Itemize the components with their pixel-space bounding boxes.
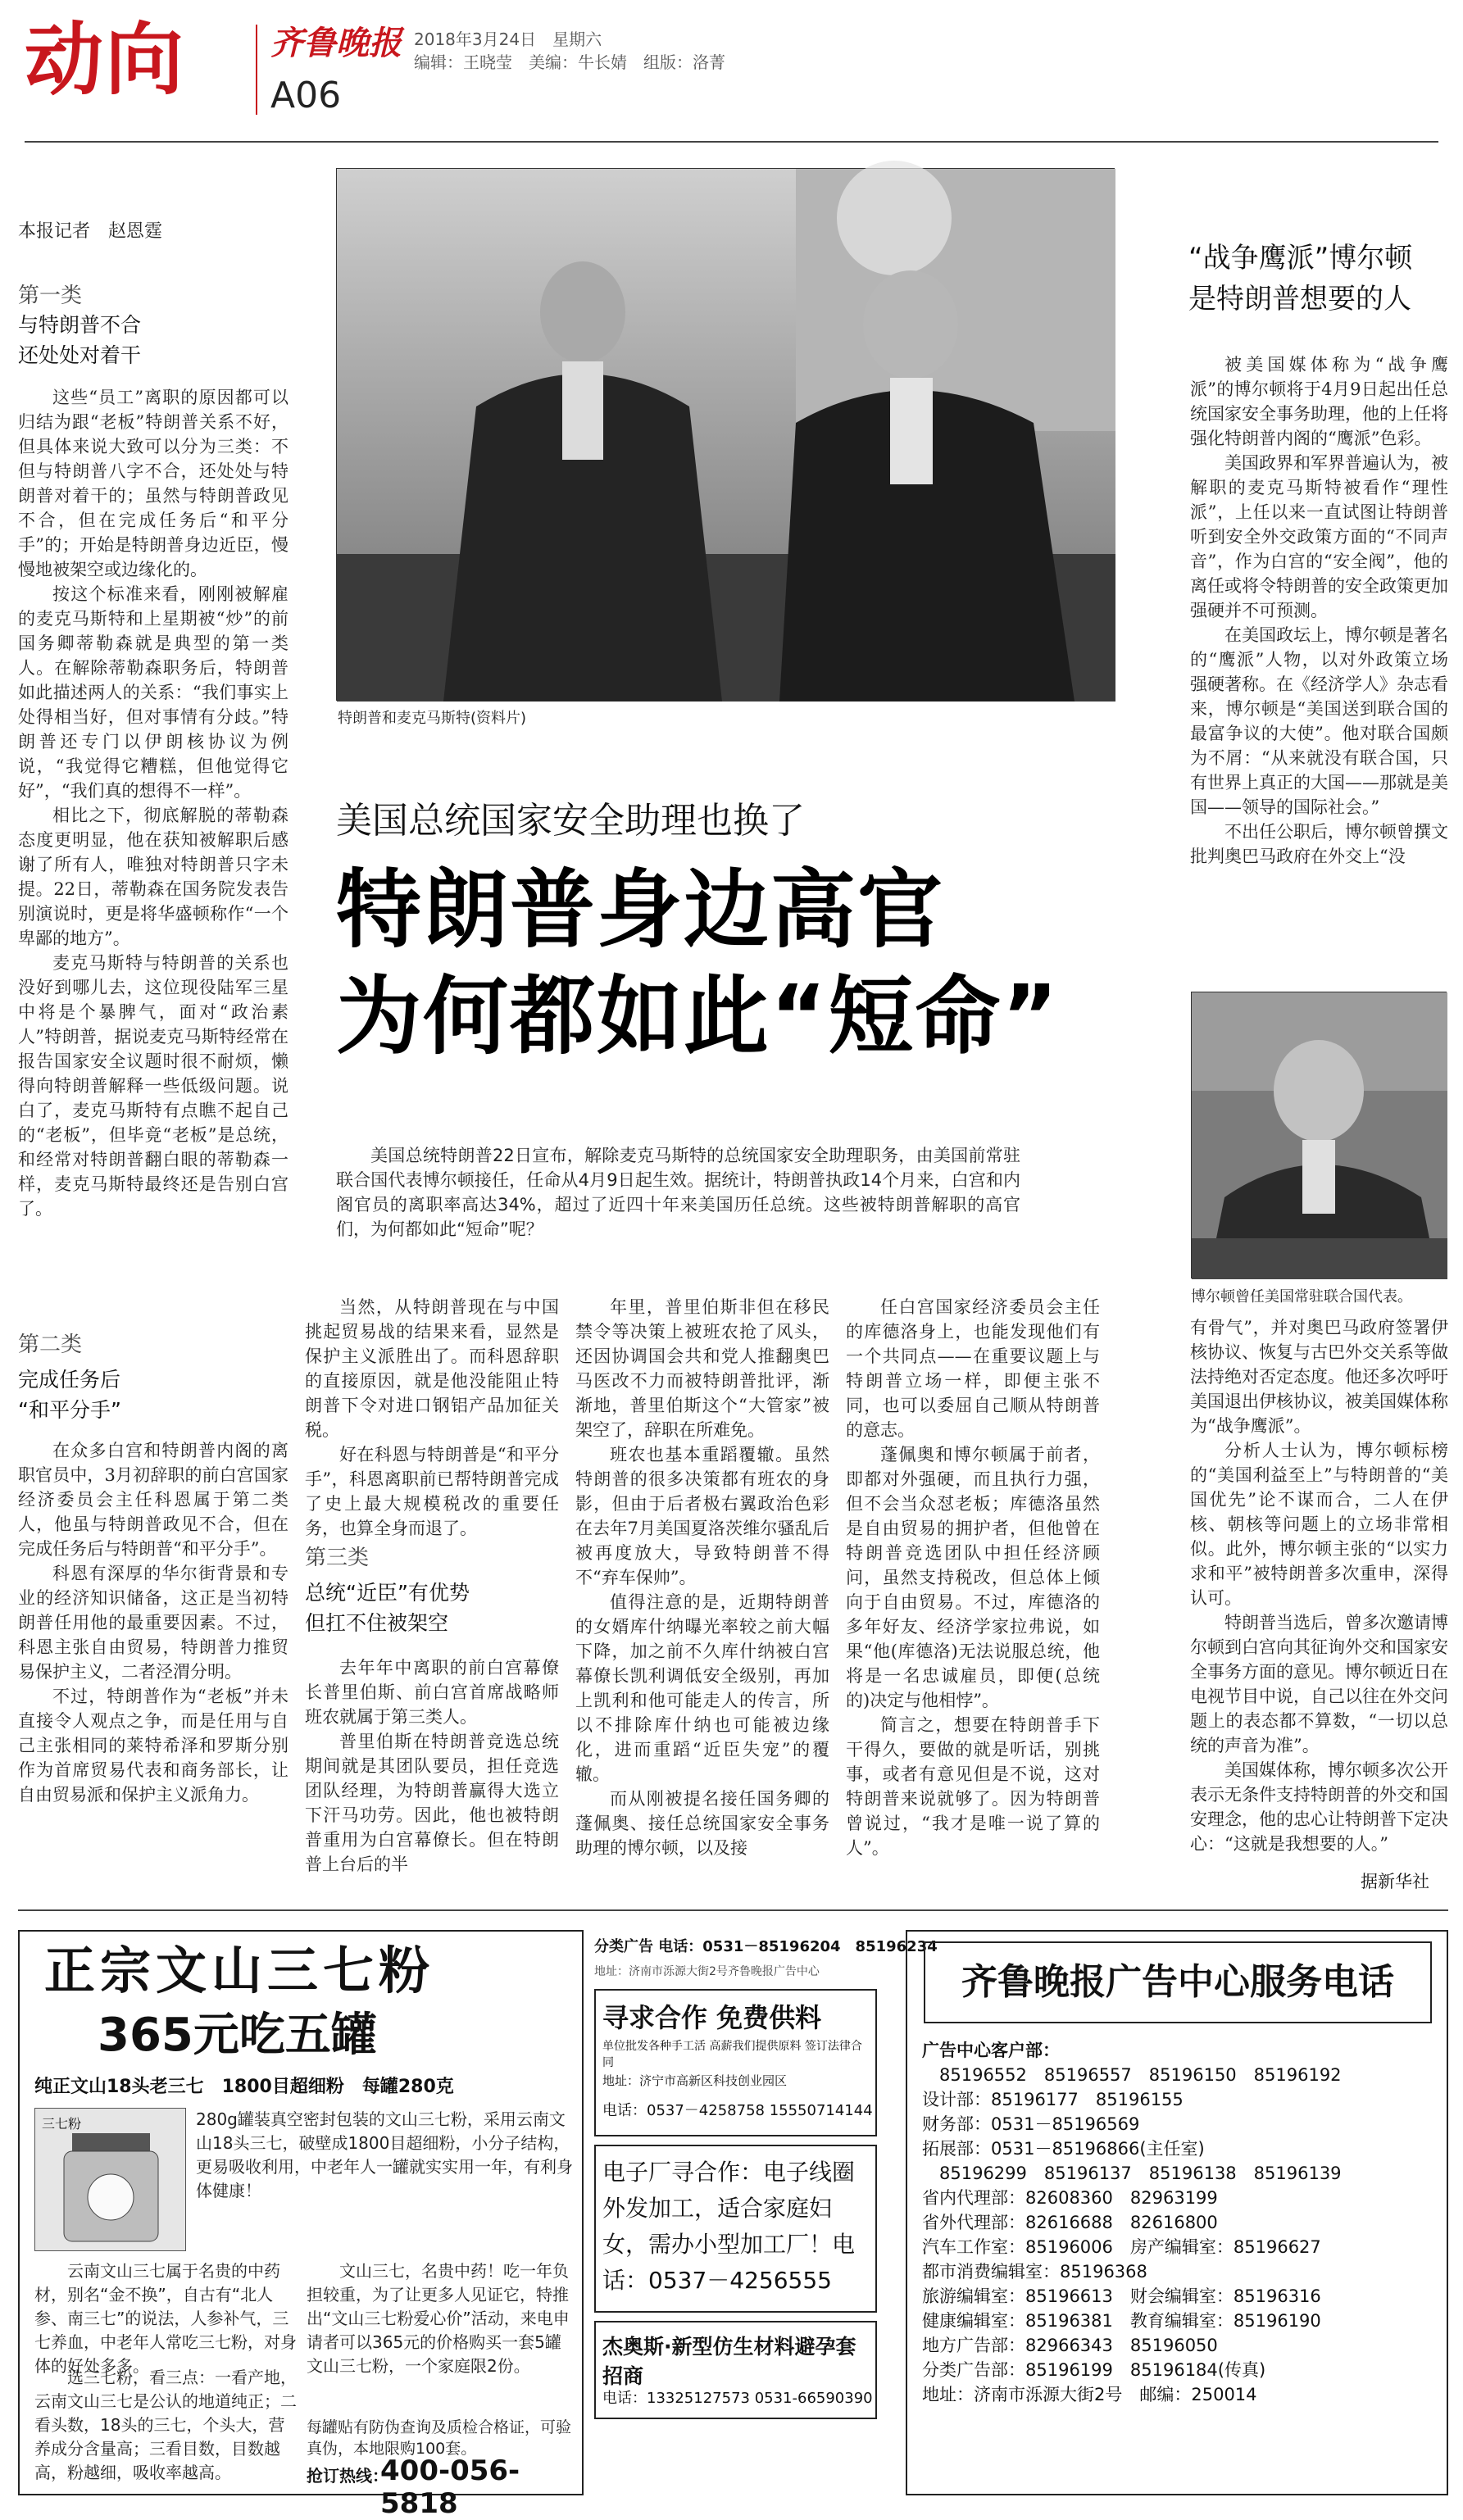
photo-illustration [337, 169, 1115, 702]
service-line: 汽车工作室：85196006 房产编辑室：85196627 [922, 2237, 1321, 2257]
bolton-photo [1191, 992, 1447, 1278]
ad-sanqi-hotline-label: 抢订热线： [307, 2466, 388, 2486]
paper-logo: 齐鲁晚报 [270, 24, 402, 62]
section-1-label: 第一类 [18, 284, 83, 308]
jar-icon [60, 2133, 162, 2244]
service-line: 拓展部：0531－85196866(主任室) [922, 2139, 1205, 2159]
header-rule [25, 141, 1438, 143]
page-header [0, 0, 1463, 139]
section-3-title: 总统“近臣”有优势 但扛不住被架空 [305, 1581, 470, 1635]
bolton-photo-caption: 博尔顿曾任美国常驻联合国代表。 [1191, 1288, 1412, 1305]
ad-sanqi-bottom-right: 文山三七，名贵中药！吃一年负担较重，为了让更多人见证它，特推出“文山三七粉爱心价”活动，来电申请者可以365元的价格购买一套5罐文山三七粉，一个家庭限2份。 [307, 2261, 570, 2376]
ad-sanqi-bottom-left: 选三七粉，看三点：一看产地，云南文山三七是公认的地道纯正；二看头数，18头的三七，个头大，营养成分含量高；三看目数，目数越高，粉越细，吸收率越高。 [34, 2368, 297, 2482]
ad-sanqi-sub: 纯正文山18头老三七 1800目超细粉 每罐280克 [34, 2077, 454, 2097]
staff-line: 编辑：王晓莹 美编：牛长婧 组版：洛菁 [414, 52, 725, 72]
block-3-title: 杰奥斯·新型仿生材料避孕套招商 [602, 2335, 856, 2388]
middle-column-1-bottom: 去年年中离职的前白宫幕僚长普里伯斯、前白宫首席战略师班农就属于第三类人。 普里伯斯在特朗普竞选总统期间就是其团队要员，担任竞选团队经理，为特朗普赢得大选立下汗马功劳。因此，他也被特朗普重用为白宫幕僚长。但在特朗普上台后的半 [305, 1658, 559, 1874]
service-line: 设计部：85196177 85196155 [922, 2090, 1184, 2109]
header-divider [256, 25, 257, 115]
classified-header-sub: 地址：济南市泺源大街2号齐鲁晚报广告中心 [594, 1965, 820, 1978]
ad-sanqi-right-text: 280g罐装真空密封包装的文山三七粉，采用云南文山18头三七，破壁成1800目超细粉，小分子结构，更易吸收利用，中老年人一罐就实实用一年，有利身体健康！ [196, 2109, 573, 2200]
section-2-label: 第二类 [18, 1333, 83, 1357]
page-number: A06 [270, 75, 342, 116]
middle-column-3: 任白宫国家经济委员会主任的库德洛身上，也能发现他们有一个共同点——在重要议题上与特朗普立场一样，即便主张不同，也可以委屈自己顺从特朗普的意志。 蓬佩奥和博尔顿属于前者，即都对外强硬，而且执行力强，但不会当众怼老板；库德洛虽然是自由贸易的拥护者，但他曾在特朗普竞选团队中担任经济顾问，虽然支持税改，但总体上倾向于自由贸易。不过，库德洛的多年好友、经济学家拉弗说，如果“他(库德洛)无法说服总统，他将是一名忠诚雇员，即便(总统的)决定与他相悖”。 简言之，想要在特朗普手下干得久，要做的就是听话，别挑事，或者有意见但是不说，这对特朗普来说就够了。因为特朗普曾说过，“我才是唯一说了算的人”。 [846, 1297, 1100, 1858]
block-1-line-2: 地址：济宁市高新区科技创业园区 [602, 2073, 788, 2088]
block-1-phone: 电话：0537－4258758 15550714144 [602, 2102, 873, 2119]
service-line: 旅游编辑室：85196613 财会编辑室：85196316 [922, 2286, 1321, 2306]
product-jar [34, 2108, 186, 2251]
section-1-body: 这些“员工”离职的原因都可以归结为跟“老板”特朗普关系不好，但具体来说大致可以分为三类：不但与特朗普八字不合，还处处与特朗普对着干的；虽然与特朗普政见不合，但在完成任务后“和平分手”的；开始是特朗普身边近臣，慢慢地被架空或边缘化的。 按这个标准来看，刚刚被解雇的麦克马斯特和上星期被“炒”的前国务卿蒂勒森就是典型的第一类人。在解除蒂勒森职务后，特朗普如此描述两人的关系：“我们事实上处得相当好，但对事情有分歧。”特朗普还专门以伊朗核协议为例说，“我觉得它糟糕，但他觉得它好”，“我们真的想得不一样”。 相比之下，彻底解脱的蒂勒森态度更明显，他在获知被解职后感谢了所有人，唯独对特朗普只字未提。22日，蒂勒森在国务院发表告别演说时，更是将华盛顿称作“一个卑鄙的地方”。 麦克马斯特与特朗普的关系也没好到哪儿去，这位现役陆军三星中将是个暴脾气，面对“政治素人”特朗普，据说麦克马斯特经常在报告国家安全议题时很不耐烦，懒得向特朗普解释一些低级问题。说白了，麦克马斯特有点瞧不起自己的“老板”，但毕竟“老板”是总统，和经常对特朗普翻白眼的蒂勒森一样，麦克马斯特最终还是告别白宫了。 [18, 388, 289, 1219]
jar-label: 三七粉 [42, 2116, 82, 2132]
block-3-phone: 电话：13325127573 0531-66590390 [602, 2390, 873, 2407]
ad-classified [594, 1930, 938, 2495]
ad-sanqi-title: 正宗文山三七粉 [44, 1941, 435, 2000]
content-rule-bottom [18, 1909, 1448, 1911]
block-2-text: 电子厂寻合作：电子线圈外发加工，适合家庭妇女，需办小型加工厂！电话：0537－4256555 [602, 2159, 856, 2294]
ad-sanqi [18, 1930, 584, 2520]
ad-sanqi-note: 每罐贴有防伪查询及质检合格证，可验真伪，本地限购100套。 [307, 2418, 572, 2458]
section-2-body: 在众多白宫和特朗普内阁的离职官员中，3月初辞职的前白宫国家经济委员会主任科恩属于第二类人，他虽与特朗普政见不合，但在完成任务后与特朗普“和平分手”。 科恩有深厚的华尔街背景和专业的经济知识储备，这正是当初特朗普任用他的最重要因素。不过，科恩主张自由贸易，特朗普力推贸易保护主义，二者泾渭分明。 不过，特朗普作为“老板”并未直接令人观点之争，而是任用与自己主张相同的莱特希泽和罗斯分别作为首席贸易代表和商务部长，让自由贸易派和保护主义派角力。 [18, 1441, 289, 1805]
service-lines [922, 2038, 1438, 2407]
middle-column-1-top: 当然，从特朗普现在与中国挑起贸易战的结果来看，显然是保护主义派胜出了。而科恩辞职的直接原因，就是他没能阻止特朗普下令对进口钢铝产品加征关税。 好在科恩与特朗普是“和平分手”，科恩离职前已帮特朗普完成了史上最大规模税改的重要任务，也算全身而退了。 [305, 1297, 559, 1538]
sidebar-source: 据新华社 [1361, 1872, 1429, 1891]
service-line: 财务部：0531－85196569 [922, 2114, 1140, 2134]
ad-sanqi-left-text: 云南文山三七属于名贵的中药材，别名“金不换”，自古有“北人参、南三七”的说法，人参补气，三七养血，中老年人常吃三七粉，对身体的好处多多。 [34, 2261, 297, 2376]
headline-kicker: 美国总统国家安全助理也换了 [336, 800, 805, 842]
byline: 本报记者 赵恩霆 [18, 221, 163, 242]
service-line: 省内代理部：82608360 82963199 [922, 2188, 1218, 2208]
date-line: 2018年3月24日 星期六 [414, 30, 602, 49]
service-line: 健康编辑室：85196381 教育编辑室：85196190 [922, 2311, 1321, 2331]
service-line: 广告中心客户部： [922, 2041, 1060, 2060]
ad-service-phones [906, 1930, 1448, 2495]
service-line: 分类广告部：85196199 85196184(传真) [922, 2360, 1266, 2380]
sidebar-body-top: 被美国媒体称为“战争鹰派”的博尔顿将于4月9日起出任总统国家安全事务助理，他的上任将强化特朗普内阁的“鹰派”色彩。 美国政界和军界普遍认为，被解职的麦克马斯特被看作“理性派”，上任以来一直试图让特朗普听到安全外交政策方面的“不同声音”，作为白宫的“安全阀”，他的离任或将令特朗普的安全政策更加强硬并不可预测。 在美国政坛上，博尔顿是著名的“鹰派”人物，以对外政策立场强硬著称。在《经济学人》杂志看来，博尔顿是“美国送到联合国的最富争议的大使”。他对联合国颇为不屑：“从来就没有联合国，只有世界上真正的大国——那就是美国——领导的国际社会。” 不出任公职后，博尔顿曾撰文批判奥巴马政府在外交上“没 [1190, 355, 1448, 866]
headline-line-2: 为何都如此“短命” [336, 966, 1060, 1066]
service-line: 85196552 85196557 85196150 85196192 [922, 2065, 1342, 2085]
sidebar-title: “战争鹰派”博尔顿 是特朗普想要的人 [1188, 242, 1413, 316]
service-title: 齐鲁晚报广告中心服务电话 [924, 1941, 1432, 2023]
main-photo [336, 168, 1115, 701]
classified-block-1 [594, 1989, 877, 2136]
classified-block-2 [594, 2145, 877, 2313]
section-2-title: 完成任务后 “和平分手” [18, 1368, 121, 1422]
headline-lead: 美国总统特朗普22日宣布，解除麦克马斯特的总统国家安全助理职务，由美国前常驻联合国代表博尔顿接任，任命从4月9日起生效。据统计，特朗普执政14个月来，白宫和内阁官员的离职率高达34%，超过了近四十年来美国历任总统。这些被特朗普解职的高官们，为何都如此“短命”呢？ [336, 1146, 1020, 1239]
headline-line-1: 特朗普身边高官 [336, 860, 945, 960]
classified-block-3 [594, 2321, 877, 2419]
section-1-title: 与特朗普不合 还处处对着干 [18, 313, 142, 367]
ad-sanqi-hotline: 400-056-5818 [380, 2454, 520, 2520]
middle-column-2: 年里，普里伯斯非但在移民禁令等决策上被班农抢了风头，还因协调国会共和党人推翻奥巴马医改不力而被特朗普批评，渐渐地，普里伯斯这个“大管家”被架空了，辞职在所难免。 班农也基本重蹈覆辙。虽然特朗普的很多决策都有班农的身影，但由于后者极右翼政治色彩在去年7月美国夏洛茨维尔骚乱后被再度放大，导致特朗普不得不“弃车保帅”。 值得注意的是，近期特朗普的女婿库什纳曝光率较之前大幅下降，加之前不久库什纳被白宫幕僚长凯利调低安全级别，再加上凯利和他可能走人的传言，所以不排除库什纳也可能被边缘化，进而重蹈“近臣失宠”的覆辙。 而从刚被提名接任国务卿的蓬佩奥、接任总统国家安全事务助理的博尔顿，以及接 [575, 1297, 829, 1858]
service-line: 地址：济南市泺源大街2号 邮编：250014 [922, 2385, 1257, 2404]
ad-sanqi-slogan: 365元吃五罐 [98, 2009, 377, 2062]
block-1-line-1: 单位批发各种手工活 高薪我们提供原料 签订法律合同 [602, 2040, 862, 2069]
section-title: 动向 [25, 14, 185, 106]
service-line: 85196299 85196137 85196138 85196139 [922, 2164, 1342, 2183]
classified-header: 分类广告 电话：0531－85196204 85196234 [594, 1938, 938, 1955]
section-3-label: 第三类 [305, 1546, 370, 1570]
main-photo-caption: 特朗普和麦克马斯特(资料片) [338, 710, 527, 727]
bolton-illustration [1192, 992, 1447, 1279]
service-line: 地方广告部：82966343 85196050 [922, 2336, 1218, 2355]
sidebar-body-bottom: 有骨气”，并对奥巴马政府签署伊核协议、恢复与古巴外交关系等做法持绝对否定态度。他还多次呼吁美国退出伊核协议，被美国媒体称为“战争鹰派”。 分析人士认为，博尔顿标榜的“美国利益至上”与特朗普的“美国优先”论不谋而合，二人在伊核、朝核等问题上的立场非常相似。此外，博尔顿主张的“以实力求和平”被特朗普多次重申，深得认可。 特朗普当选后，曾多次邀请博尔顿到白宫向其征询外交和国家安全事务方面的意见。博尔顿近日在电视节目中说，自己以往在外交问题上的表态都不算数，“一切以总统的声音为准”。 美国媒体称，博尔顿多次公开表示无条件支持特朗普的外交和国安理念，他的忠心让特朗普下定决心：“这就是我想要的人。” [1190, 1318, 1448, 1854]
block-1-title: 寻求合作 免费供料 [602, 2002, 822, 2033]
service-line: 都市消费编辑室：85196368 [922, 2262, 1147, 2282]
service-line: 省外代理部：82616688 82616800 [922, 2213, 1218, 2232]
